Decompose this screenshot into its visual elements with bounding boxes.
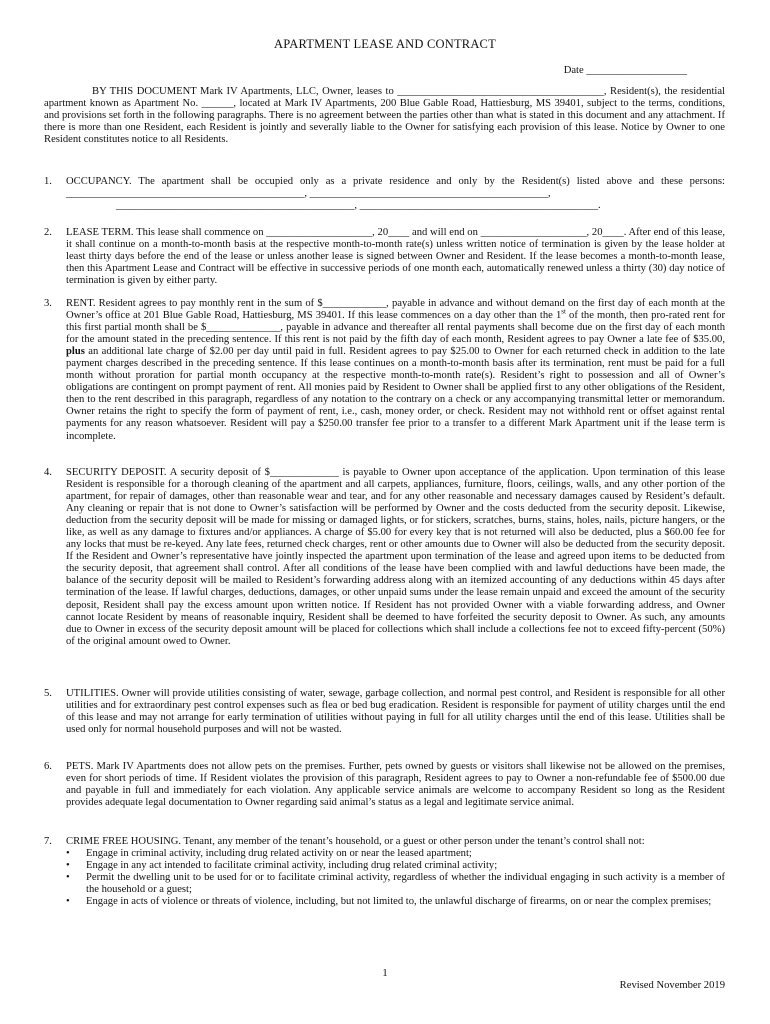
section-number: 1.	[44, 176, 52, 187]
page-number: 1	[382, 967, 388, 979]
section-security-deposit	[44, 467, 725, 648]
bullet-text: Engage in criminal activity, including drug related activity on or near the leased apartment;	[86, 848, 472, 860]
section-number: 7.	[44, 836, 52, 847]
section-text: CRIME FREE HOUSING. Tenant, any member of the tenant’s household, or a guest or other person under the tenant’s control shall not:	[66, 836, 645, 847]
section-pets	[44, 761, 725, 809]
section-number: 5.	[44, 688, 52, 699]
intro-text: BY THIS DOCUMENT Mark IV Apartments, LLC, Owner, leases to _______________________________________, Resident(s), the residential apartment known as Apartment No. ______, located at Mark IV Apartments, 200 Blue Gable Road, Hattiesburg, MS 39401, subject to the terms, conditions, and provisions set forth in the following paragraphs. There is no agreement between the parties other than what is stated in this document and any attachment. If there is more than one Resident, each Resident is jointly and severally liable to the Owner for satisfying each provision of this lease. Notice by Owner to one Resident constitutes notice to all Residents.	[44, 86, 725, 146]
bullet-item	[66, 872, 725, 896]
bullet-item	[66, 896, 725, 908]
plus-emphasis: plus	[66, 346, 85, 358]
section-occupancy	[44, 176, 725, 212]
section-crime-free-housing	[44, 836, 725, 908]
bullet-item	[66, 848, 725, 860]
bullet-item	[66, 860, 725, 872]
section-utilities	[44, 688, 725, 736]
revision-note: Revised November 2019	[619, 980, 725, 991]
bullet-text: Permit the dwelling unit to be used for or to facilitate criminal activity, regardless of whether the individual engaging in such activity is a member of the household or a guest;	[86, 872, 725, 896]
section-lease-term	[44, 227, 725, 287]
intro-paragraph	[44, 86, 725, 146]
bullet-text: Engage in acts of violence or threats of violence, including, but not limited to, the unlawful discharge of firearms, on or near the complex premises;	[86, 896, 712, 908]
section-number: 4.	[44, 467, 52, 478]
section-text	[66, 298, 725, 443]
bullet-icon: •	[66, 896, 70, 908]
section-text-line2: _____________________________________________, _____________________________________________.	[116, 200, 601, 212]
section-text: PETS. Mark IV Apartments does not allow pets on the premises. Further, pets owned by guests or visitors shall likewise not be allowed on the premises, even for short periods of time. If Resident violates the provision of this paragraph, Resident agrees to pay to Owner a non-refundable fee of $500.00 due and payable in full and immediately for each violation. Any applicable service animals are welcome to accompany Resident so long as the Resident provides adequate legal documentation to Owner regarding said animal’s status as a legal and legitimate service animal.	[66, 761, 725, 809]
section-text: SECURITY DEPOSIT. A security deposit of $_____________ is payable to Owner upon acceptance of the application. Upon termination of this lease Resident is responsible for a thorough cleaning of the apartment and all carpets, appliances, furniture, floors, ceilings, walls, and any other portion of the apartment, for repair of damages, other than reasonable wear and tear, and for any other reasonable and necessary damages caused by Resident’s default. Any cleaning or repair that is not done to Owner’s satisfaction will be performed by Owner and the costs deducted from the security deposit. Likewise, deduction from the security deposit will be made for missing or damaged lights, or for stickers, scratches, burns, stains, holes, nails, picture hangers, or the like, as well as any damage to fixtures and/or appliances. A charge of $5.00 for every key that is not returned will also be deducted, plus a $60.00 fee for any locks that must be re-keyed. Any late fees, returned check charges, rent or other amounts due to Owner will also be deducted from the security deposit. If the Resident and Owner’s representative have jointly inspected the apartment upon termination of the lease and agreed upon items to be deducted from the security deposit, that agreement shall control. After all conditions of the lease have been complied with and lawful deductions have been made, the balance of the security deposit will be mailed to Resident’s forwarding address along with an itemized accounting of any deductions within 45 days after termination of the lease. If lawful charges, deductions, damages, or other unpaid sums under the lease remain unpaid and exceed the amount of the security deposit, Resident shall pay the excess amount upon written notice. If Resident has not provided Owner with a viable forwarding address, and Owner cannot locate Resident by means of reasonable inquiry, Resident shall be deemed to have forfeited the security deposit to Owner. As such, any amounts due to Owner in excess of the security deposit amount will be placed for collections which shall include a collections fee not to exceed fifty-percent (50%) of the original amount owed to Owner.	[66, 467, 725, 647]
section-text: UTILITIES. Owner will provide utilities consisting of water, sewage, garbage collection, and normal pest control, and Resident is responsible for all other utilities and for extraordinary pest control expenses such as flea or bed bug eradication. Resident is responsible for payment of utility charges until the end of this lease and may not arrange for early termination of utilities without paying in full for all utility charges until the end of this lease. Utilities shall be used only for normal household purposes and will not be wasted.	[66, 688, 725, 736]
section-number: 3.	[44, 298, 52, 309]
bullet-text: Engage in any act intended to facilitate criminal activity, including drug related criminal activity;	[86, 860, 498, 872]
rent-text-part1: RENT. Resident agrees to pay monthly rent in the sum of $____________, payable in advance and without demand on the first day of each month at the Owner’s office at 201 Blue Gable Road, Hattiesburg, MS 39401. If this lease commences on a day other than the 1	[66, 298, 725, 322]
bullet-icon: •	[66, 848, 70, 860]
section-rent	[44, 298, 725, 443]
rent-text-part2: of the month, then pro-rated rent for this first partial month shall be $______________, payable in advance and thereafter all rental payments shall become due on the first day of each month for the amount stated in the preceding sentence. If this rent is not paid by the fifth day of each month, Resident agrees to pay Owner a late fee of $35.00,	[66, 310, 725, 346]
section-text: LEASE TERM. This lease shall commence on ____________________, 20____ and will end on ____________________, 20____. After end of this lease, it shall continue on a month-to-month basis at the respective month-to-month rate(s) unless written notice of termination is given by the lease holder at least thirty days before the end of the lease or unless another lease is signed between Owner and Resident. If the lease becomes a month-to-month lease, then this Apartment Lease and Contract will be effective in successive periods of one month each, automatically renewed unless a thirty (30) day notice of termination is given by either party.	[66, 227, 725, 287]
bullet-icon: •	[66, 860, 70, 872]
section-text: OCCUPANCY. The apartment shall be occupied only as a private residence and only by the Resident(s) listed above and these persons: _____________________________________________, _____________________________________________,	[66, 176, 725, 200]
ordinal-suffix: st	[561, 307, 566, 316]
rent-text-part3: an additional late charge of $2.00 per day until paid in full. Resident agrees to pay $25.00 to Owner for each returned check in addition to the late payment charges described in the preceding sentence. If this lease continues on a month-to-month basis after its termination, rent must be paid for a full month without proration for partial month occupancy at the respective month-to-month rate(s). Resident’s right to possession and all of Owner’s obligations are contingent on prompt payment of rent. All monies paid by Resident to Owner shall be applied first to any other obligations of the Resident, then to the rent described in this paragraph, regardless of any notation to the contrary on a check or any accompanying transmittal letter or memorandum. Owner retains the right to specify the form of payment of rent, i.e., cash, money order, or check. Resident may not withhold rent or offset against rental payments for any reason whatsoever. Resident will pay a $250.00 transfer fee prior to a transfer to a different Mark Apartment unit if the lease term is incomplete.	[66, 346, 725, 442]
section-number: 2.	[44, 227, 52, 238]
bullet-icon: •	[66, 872, 70, 884]
date-line: Date ___________________	[563, 65, 687, 76]
document-title: APARTMENT LEASE AND CONTRACT	[274, 37, 496, 51]
section-number: 6.	[44, 761, 52, 772]
